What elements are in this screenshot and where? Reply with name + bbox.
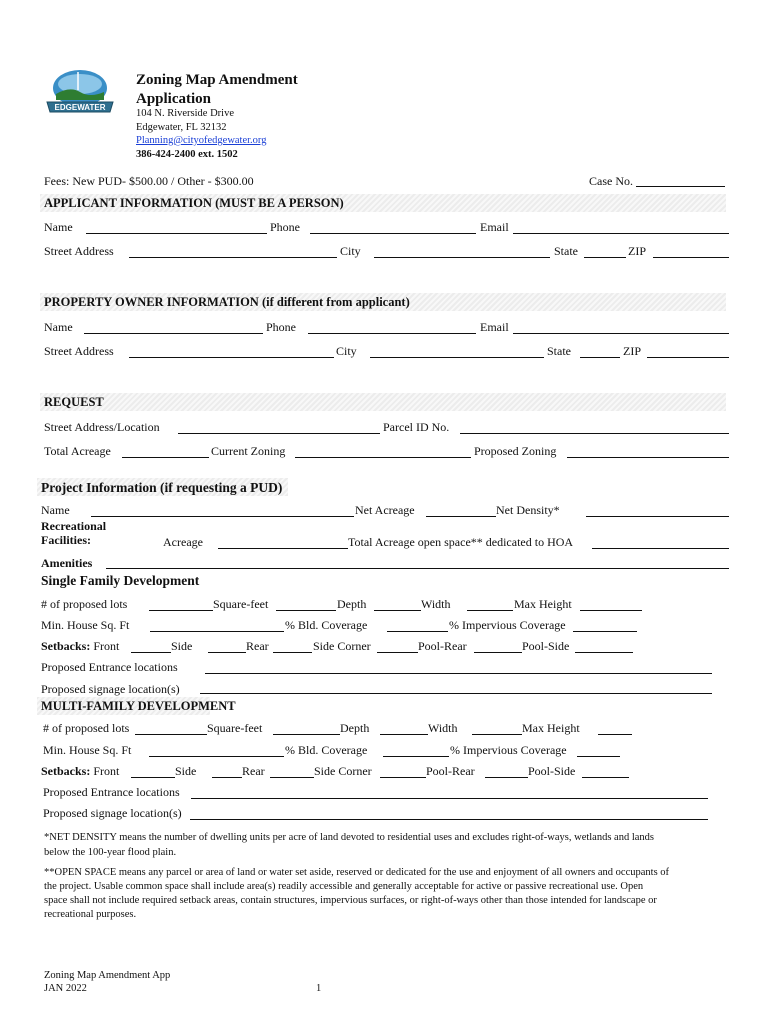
- open-space-note-line-1: **OPEN SPACE means any parcel or area of land or water set aside, reserved or dedicated for the use and enjoyment of all owners and occupants of: [44, 867, 670, 878]
- parcel-id-field[interactable]: [460, 433, 729, 434]
- footer-block: [44, 969, 170, 995]
- mf-front-field[interactable]: [131, 777, 175, 778]
- owner-phone-label: Phone: [266, 320, 296, 334]
- sf-lots-field[interactable]: [149, 610, 213, 611]
- mf-impervious-field[interactable]: [577, 756, 620, 757]
- address-line-2: Edgewater, FL 32132: [136, 121, 227, 133]
- current-zoning-label: Current Zoning: [211, 444, 286, 458]
- open-space-note-line-2: the project. Usable common space shall include area(s) readily accessible and generally acceptable for active or passive recreational use. Open: [44, 881, 644, 892]
- case-no-field[interactable]: [636, 186, 725, 187]
- mf-bld-coverage-label: % Bld. Coverage: [285, 743, 368, 757]
- net-density-field[interactable]: [586, 516, 729, 517]
- request-location-label: Street Address/Location: [44, 420, 160, 434]
- current-zoning-field[interactable]: [295, 457, 471, 458]
- mf-lots-label: # of proposed lots: [43, 721, 130, 735]
- sf-impervious-label: % Impervious Coverage: [449, 618, 566, 632]
- applicant-state-field[interactable]: [584, 257, 626, 258]
- owner-state-label: State: [547, 344, 571, 358]
- applicant-zip-field[interactable]: [653, 257, 729, 258]
- applicant-email-field[interactable]: [513, 233, 729, 234]
- mf-sqft-field[interactable]: [273, 734, 340, 735]
- mf-bld-coverage-field[interactable]: [383, 756, 449, 757]
- mf-lots-field[interactable]: [135, 734, 207, 735]
- footer-date: JAN 2022: [44, 983, 87, 994]
- applicant-city-label: City: [340, 244, 361, 258]
- mf-pool-side-field[interactable]: [582, 777, 629, 778]
- sf-pool-rear-field[interactable]: [474, 652, 522, 653]
- mf-entrance-field[interactable]: [191, 798, 708, 799]
- owner-street-field[interactable]: [129, 357, 334, 358]
- open-space-field[interactable]: [592, 548, 729, 549]
- net-density-note-line-1: *NET DENSITY means the number of dwelling units per acre of land devoted to residential uses and excludes right-of-ways, wetlands and lands: [44, 832, 655, 843]
- net-acreage-label: Net Acreage: [355, 503, 415, 517]
- net-density-label: Net Density*: [496, 503, 560, 517]
- request-location-field[interactable]: [178, 433, 380, 434]
- sf-bld-coverage-label: % Bld. Coverage: [285, 618, 368, 632]
- applicant-name-label: Name: [44, 220, 73, 234]
- total-acreage-field[interactable]: [122, 457, 209, 458]
- owner-street-label: Street Address: [44, 344, 114, 358]
- owner-city-label: City: [336, 344, 357, 358]
- sf-pool-side-field[interactable]: [575, 652, 633, 653]
- sf-sqft-field[interactable]: [276, 610, 336, 611]
- recreational-label-line-2: Facilities:: [41, 533, 91, 547]
- single-family-heading: Single Family Development: [41, 573, 200, 588]
- sf-side-corner-field[interactable]: [377, 652, 418, 653]
- sf-signage-field[interactable]: [200, 693, 712, 694]
- sf-signage-label: Proposed signage location(s): [41, 682, 180, 696]
- mf-side-field[interactable]: [212, 777, 242, 778]
- address-line-1: 104 N. Riverside Drive: [136, 108, 234, 119]
- sf-pool-rear-label: Pool-Rear: [418, 639, 467, 653]
- mf-side-corner-field[interactable]: [380, 777, 426, 778]
- net-density-note-line-2: below the 100-year flood plain.: [44, 846, 177, 858]
- applicant-zip-label: ZIP: [628, 244, 646, 258]
- mf-impervious-label: % Impervious Coverage: [450, 743, 567, 757]
- sf-pool-side-label: Pool-Side: [522, 639, 570, 653]
- sf-width-label: Width: [421, 597, 451, 611]
- request-heading-band: [40, 393, 726, 411]
- applicant-street-field[interactable]: [129, 257, 337, 258]
- mf-sqft-label: Square-feet: [207, 721, 263, 735]
- applicant-phone-label: Phone: [270, 220, 300, 234]
- applicant-city-field[interactable]: [374, 257, 550, 258]
- project-name-label: Name: [41, 503, 70, 517]
- applicant-heading: APPLICANT INFORMATION (MUST BE A PERSON): [44, 196, 344, 210]
- owner-email-label: Email: [480, 320, 509, 334]
- mf-width-label: Width: [428, 721, 458, 735]
- applicant-phone-field[interactable]: [310, 233, 476, 234]
- applicant-state-label: State: [554, 244, 578, 258]
- open-space-note-line-4: recreational purposes.: [44, 909, 137, 920]
- sf-rear-field[interactable]: [273, 652, 312, 653]
- mf-setbacks-label: Setbacks:: [41, 764, 91, 778]
- page-title: [136, 71, 298, 109]
- net-acreage-field[interactable]: [426, 516, 496, 517]
- sf-side-label: Side: [171, 639, 193, 653]
- mf-pool-side-label: Pool-Side: [528, 764, 576, 778]
- mf-signage-field[interactable]: [190, 819, 708, 820]
- recreational-facilities-label: [41, 519, 106, 547]
- sf-front-field[interactable]: [131, 652, 171, 653]
- sf-rear-label: Rear: [246, 639, 269, 653]
- open-space-label: Total Acreage open space** dedicated to HOA: [348, 535, 574, 549]
- page-number: 1: [316, 983, 322, 994]
- mf-setbacks-row: [41, 764, 119, 779]
- city-logo: [44, 66, 116, 116]
- mf-rear-label: Rear: [242, 764, 265, 778]
- mf-min-house-label: Min. House Sq. Ft: [43, 743, 132, 757]
- sf-lots-label: # of proposed lots: [41, 597, 128, 611]
- sf-bld-coverage-field[interactable]: [387, 631, 448, 632]
- sf-impervious-field[interactable]: [573, 631, 637, 632]
- amenities-field[interactable]: [106, 568, 729, 569]
- owner-name-field[interactable]: [84, 333, 263, 334]
- owner-state-field[interactable]: [580, 357, 620, 358]
- mf-max-height-field[interactable]: [598, 734, 632, 735]
- sf-side-corner-label: Side Corner: [313, 639, 371, 653]
- mf-max-height-label: Max Height: [522, 721, 580, 735]
- email-link[interactable]: Planning@cityofedgewater.org: [136, 135, 267, 146]
- sf-depth-field[interactable]: [374, 610, 421, 611]
- sf-side-field[interactable]: [208, 652, 246, 653]
- sf-entrance-field[interactable]: [205, 673, 712, 674]
- sf-width-field[interactable]: [467, 610, 513, 611]
- sf-max-height-label: Max Height: [514, 597, 572, 611]
- mf-side-label: Side: [175, 764, 197, 778]
- case-no-label: Case No.: [589, 174, 633, 188]
- proposed-zoning-label: Proposed Zoning: [474, 444, 557, 458]
- multi-family-heading: MULTI-FAMILY DEVELOPMENT: [41, 699, 236, 713]
- mf-depth-field[interactable]: [380, 734, 428, 735]
- total-acreage-label: Total Acreage: [44, 444, 111, 458]
- recreational-acreage-field[interactable]: [218, 548, 348, 549]
- sf-front-label: Front: [93, 639, 120, 653]
- mf-depth-label: Depth: [340, 721, 370, 735]
- owner-zip-field[interactable]: [647, 357, 729, 358]
- contact-block: [136, 107, 267, 161]
- owner-phone-field[interactable]: [308, 333, 476, 334]
- mf-front-label: Front: [93, 764, 120, 778]
- sf-setbacks-label: Setbacks:: [41, 639, 91, 653]
- mf-min-house-field[interactable]: [149, 756, 284, 757]
- mf-signage-label: Proposed signage location(s): [43, 806, 182, 820]
- applicant-street-label: Street Address: [44, 244, 114, 258]
- owner-email-field[interactable]: [513, 333, 729, 334]
- owner-zip-label: ZIP: [623, 344, 641, 358]
- request-heading: REQUEST: [44, 395, 104, 409]
- mf-pool-rear-field[interactable]: [485, 777, 528, 778]
- mf-rear-field[interactable]: [270, 777, 314, 778]
- mf-width-field[interactable]: [472, 734, 522, 735]
- owner-name-label: Name: [44, 320, 73, 334]
- applicant-name-field[interactable]: [86, 233, 267, 234]
- sf-max-height-field[interactable]: [580, 610, 642, 611]
- project-name-field[interactable]: [91, 516, 354, 517]
- logo-text: EDGEWATER: [54, 103, 106, 112]
- parcel-id-label: Parcel ID No.: [383, 420, 450, 434]
- sf-sqft-label: Square-feet: [213, 597, 269, 611]
- sf-min-house-label: Min. House Sq. Ft: [41, 618, 130, 632]
- recreational-label-line-1: Recreational: [41, 519, 107, 533]
- title-line-2: Application: [136, 91, 212, 107]
- mf-side-corner-label: Side Corner: [314, 764, 372, 778]
- owner-heading: PROPERTY OWNER INFORMATION (if different from applicant): [44, 295, 410, 309]
- net-density-note: [44, 831, 654, 860]
- sf-min-house-field[interactable]: [150, 631, 284, 632]
- phone-number: 386-424-2400 ext. 1502: [136, 148, 238, 160]
- mf-entrance-label: Proposed Entrance locations: [43, 785, 180, 799]
- open-space-note: [44, 866, 669, 922]
- footer-document-name: Zoning Map Amendment App: [44, 970, 171, 981]
- applicant-email-label: Email: [480, 220, 509, 234]
- project-heading: Project Information (if requesting a PUD): [41, 480, 283, 495]
- sf-entrance-label: Proposed Entrance locations: [41, 660, 178, 674]
- title-line-1: Zoning Map Amendment: [136, 72, 298, 88]
- open-space-note-line-3: space shall not include required setback areas, contain structures, impervious surfaces, or right-of-ways other than those intended for landscape or: [44, 895, 657, 906]
- sf-setbacks-row: [41, 639, 119, 654]
- recreational-acreage-label: Acreage: [163, 535, 203, 549]
- owner-city-field[interactable]: [370, 357, 544, 358]
- proposed-zoning-field[interactable]: [567, 457, 729, 458]
- amenities-label: Amenities: [41, 556, 93, 570]
- mf-pool-rear-label: Pool-Rear: [426, 764, 475, 778]
- fees-text: Fees: New PUD- $500.00 / Other - $300.00: [44, 174, 254, 188]
- sf-depth-label: Depth: [337, 597, 367, 611]
